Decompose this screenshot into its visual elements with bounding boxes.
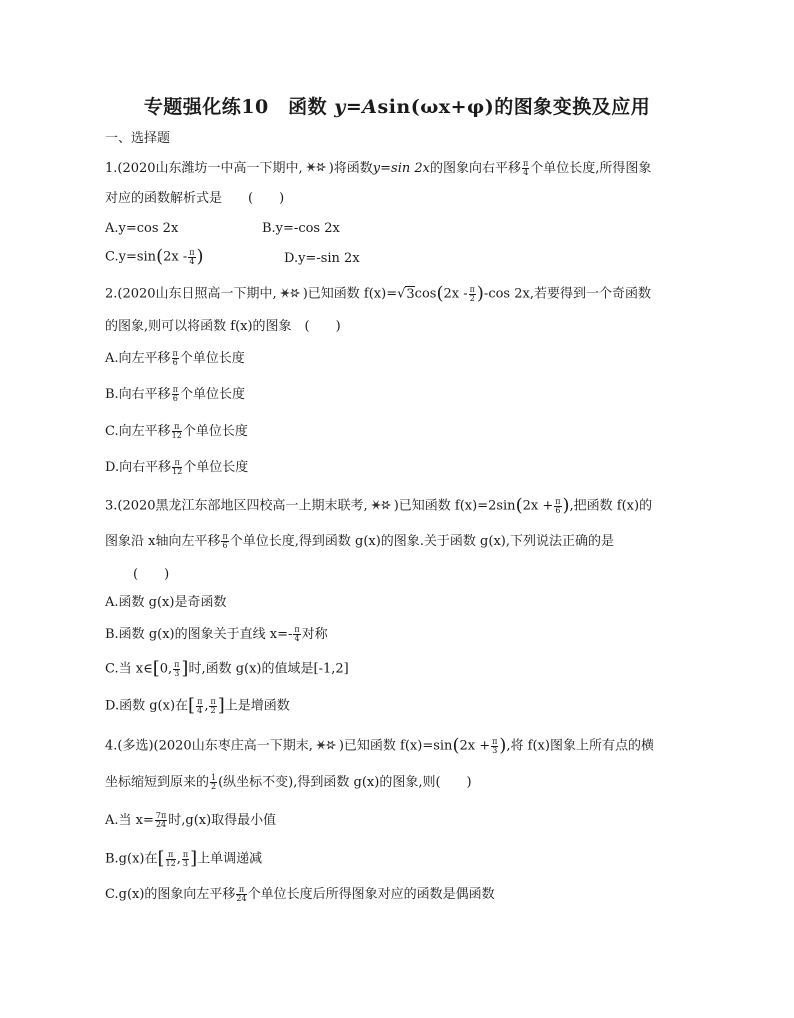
q2-sqrt: 3 bbox=[406, 286, 415, 302]
difficulty-stars-icon bbox=[315, 739, 337, 751]
opt-post: 时,函数 g(x)的值域是[-1,2] bbox=[188, 661, 349, 677]
frac-num: π bbox=[555, 496, 561, 506]
frac-num: π bbox=[294, 625, 300, 634]
frac-den: 4 bbox=[523, 168, 529, 177]
bracket-open: [ bbox=[157, 848, 165, 869]
q4-fraction bbox=[491, 738, 498, 755]
question-1-line-1 bbox=[105, 160, 651, 178]
frac-den: 2 bbox=[210, 705, 216, 715]
frac-num: π bbox=[172, 385, 178, 394]
q1-c-text: C.y=sin bbox=[105, 249, 157, 265]
q1-text-3: 个单位长度,所得图象 bbox=[530, 161, 652, 176]
opt-post: 上是增函数 bbox=[224, 698, 290, 714]
q2-option-b bbox=[105, 386, 245, 404]
paren-close: ) bbox=[499, 735, 507, 756]
question-2-line-1: 2.(2020山东日照高一下期中, )已知函数 f(x)=√3cos(2x - $\frac{\pi}{2}$ )-cos 2x,若要得到一个奇函数 bbox=[105, 283, 651, 304]
q1-option-d: D.y=-sin 2x bbox=[284, 251, 360, 266]
q4-text-1: )已知函数 f(x)=sin bbox=[338, 738, 453, 754]
title-formula-2: sin(ωx+φ) bbox=[377, 96, 495, 118]
bracket-close: ] bbox=[190, 848, 198, 869]
bracket-open: [ bbox=[152, 658, 160, 679]
q2-option-c bbox=[105, 423, 248, 441]
title-prefix: 专题强化练10 函数 bbox=[143, 96, 335, 118]
opt-fraction-2 bbox=[209, 698, 216, 715]
frac-num: π bbox=[210, 696, 216, 706]
opt-pre: A.向左平移 bbox=[105, 351, 171, 366]
question-4-line-1 bbox=[105, 737, 654, 756]
opt-post: 个单位长度 bbox=[179, 351, 245, 366]
frac-num: π bbox=[469, 284, 475, 294]
opt-post: 对称 bbox=[301, 627, 328, 642]
q3-option-d: D.函数 g(x)在[ $\frac{\pi}{4}$ , $\frac{\pi}{2}$ ]上是增函数 bbox=[105, 695, 290, 716]
opt-pre: B.函数 g(x)的图象关于直线 x=- bbox=[105, 627, 293, 642]
difficulty-stars-icon bbox=[305, 161, 327, 173]
opt-pre: C.当 x∈ bbox=[105, 661, 153, 677]
opt-pre: B.向右平移 bbox=[105, 387, 171, 402]
q3-option-b bbox=[105, 626, 328, 644]
q3-arg: 2x + bbox=[522, 498, 554, 514]
frac-num: π bbox=[182, 849, 189, 859]
frac-den: 6 bbox=[222, 541, 228, 550]
opt-interval: 0, bbox=[159, 661, 173, 677]
q3-text-2: ,把函数 f(x)的 bbox=[569, 498, 653, 514]
opt-fraction bbox=[172, 386, 179, 403]
opt-post: 个单位长度 bbox=[183, 460, 249, 475]
bracket-close: ] bbox=[217, 695, 225, 716]
q1-c-fraction bbox=[188, 249, 195, 266]
q2-option-a bbox=[105, 350, 245, 368]
q1-source: 1.(2020山东潍坊一中高一下期中, bbox=[105, 161, 303, 176]
q4-text-3: 坐标缩短到原来的 bbox=[105, 775, 210, 790]
frac-den: 2 bbox=[469, 293, 475, 303]
q1-c-arg: 2x - bbox=[163, 249, 188, 265]
frac-num: π bbox=[222, 532, 228, 541]
q1-option-a: A.y=cos 2x bbox=[105, 221, 179, 236]
q4-option-a bbox=[105, 812, 276, 830]
opt-fraction bbox=[155, 812, 167, 829]
q4-option-c bbox=[105, 886, 495, 904]
question-2-line-2: 的图象,则可以将函数 f(x)的图象 ( ) bbox=[105, 319, 341, 334]
frac-num: π bbox=[492, 736, 498, 746]
frac-den: 4 bbox=[197, 705, 203, 715]
opt-fraction bbox=[172, 423, 182, 440]
opt-fraction bbox=[173, 661, 180, 678]
frac-num: π bbox=[197, 696, 203, 706]
opt-post: 个单位长度后所得图象对应的函数是偶函数 bbox=[247, 887, 495, 902]
q3-text-1: )已知函数 f(x)=2sin bbox=[393, 498, 516, 514]
question-3-line-1 bbox=[105, 497, 652, 516]
q4-source: 4.(多选)(2020山东枣庄高一下期末, bbox=[105, 738, 313, 754]
frac-num: π bbox=[166, 851, 176, 860]
opt-fraction bbox=[196, 698, 203, 715]
frac-den: 24 bbox=[236, 894, 247, 903]
opt-pre: B.g(x)在 bbox=[105, 851, 158, 867]
q2-arg: 2x - bbox=[443, 286, 468, 302]
paren-open: ( bbox=[452, 735, 460, 756]
q3-text-4: 个单位长度,得到函数 g(x)的图象.关于函数 g(x),下列说法正确的是 bbox=[229, 534, 614, 549]
paren-open: ( bbox=[156, 246, 164, 267]
opt-pre: C.g(x)的图象向左平移 bbox=[105, 887, 236, 902]
frac-den: 6 bbox=[172, 394, 178, 403]
q2-cos: cos bbox=[414, 286, 437, 302]
question-3-line-3: ( ) bbox=[133, 567, 170, 582]
paren-close: ) bbox=[476, 283, 484, 304]
opt-fraction bbox=[172, 459, 182, 476]
title-formula: y=A bbox=[334, 96, 378, 118]
paren-open: ( bbox=[436, 283, 444, 304]
q1-func: y=sin 2x bbox=[372, 161, 430, 176]
question-1-line-2: 对应的函数解析式是 ( ) bbox=[105, 191, 285, 206]
opt-fraction bbox=[293, 626, 300, 643]
difficulty-stars-icon bbox=[370, 499, 392, 511]
frac-num: 7π bbox=[155, 811, 167, 820]
q2-source: 2.(2020山东日照高一下期中, bbox=[105, 286, 277, 302]
opt-post: 个单位长度 bbox=[182, 424, 248, 439]
q1-text-2: 的图象向右平移 bbox=[429, 161, 521, 176]
frac-den: 4 bbox=[189, 256, 195, 266]
page-title bbox=[0, 92, 794, 119]
q3-option-c bbox=[105, 660, 349, 679]
q4-option-b: B.g(x)在[ $\frac{\pi}{12}$ , $\frac{\pi}{3}$ ]上单调递减 bbox=[105, 848, 263, 869]
q1-option-b: B.y=-cos 2x bbox=[262, 221, 340, 236]
frac-den: 12 bbox=[171, 431, 182, 440]
q1-option-c bbox=[105, 248, 204, 267]
frac-den: 3 bbox=[174, 668, 180, 678]
opt-fraction bbox=[172, 350, 179, 367]
opt-pre: C.向左平移 bbox=[105, 424, 171, 439]
q1-fraction bbox=[522, 160, 529, 177]
frac-num: π bbox=[189, 247, 195, 257]
frac-den: 12 bbox=[172, 467, 183, 476]
frac-den: 3 bbox=[182, 858, 189, 868]
q4-text-2: ,将 f(x)图象上所有点的横 bbox=[506, 738, 654, 754]
opt-fraction bbox=[236, 886, 246, 903]
frac-num: π bbox=[172, 423, 182, 432]
q2-option-d bbox=[105, 459, 248, 477]
frac-num: π bbox=[174, 659, 180, 669]
frac-num: π bbox=[236, 886, 246, 895]
q3-fraction bbox=[554, 498, 561, 515]
frac-num: 1 bbox=[211, 773, 217, 782]
question-4-line-2 bbox=[105, 774, 472, 792]
opt-pre: A.当 x= bbox=[105, 813, 154, 828]
opt-pre: D.函数 g(x)在 bbox=[105, 698, 189, 714]
q3-option-a: A.函数 g(x)是奇函数 bbox=[105, 595, 227, 610]
q3-fraction-2 bbox=[221, 533, 228, 550]
q2-text-2: -cos 2x,若要得到一个奇函数 bbox=[483, 286, 651, 302]
opt-fraction-2 bbox=[182, 851, 189, 868]
frac-num: π bbox=[172, 459, 182, 468]
bracket-open: [ bbox=[188, 695, 196, 716]
q1-text-1: )将函数 bbox=[328, 161, 373, 176]
section-heading: 一、选择题 bbox=[105, 131, 171, 146]
paren-close: ) bbox=[562, 495, 570, 516]
q4-arg: 2x + bbox=[459, 738, 491, 754]
frac-den: 2 bbox=[211, 782, 217, 791]
q3-text-3: 图象沿 x轴向左平移 bbox=[105, 534, 221, 549]
frac-den: 12 bbox=[165, 858, 176, 868]
difficulty-stars-icon bbox=[279, 287, 301, 299]
title-suffix: 的图象变换及应用 bbox=[494, 96, 651, 118]
paren-open: ( bbox=[515, 495, 523, 516]
q3-source: 3.(2020黑龙江东部地区四校高一上期末联考, bbox=[105, 498, 368, 514]
q4-fraction-2 bbox=[210, 774, 217, 791]
opt-post: 个单位长度 bbox=[179, 387, 245, 402]
frac-den: 24 bbox=[155, 820, 167, 829]
opt-fraction bbox=[166, 851, 176, 868]
opt-post: 上单调递减 bbox=[197, 851, 263, 867]
question-3-line-2 bbox=[105, 533, 614, 551]
frac-num: π bbox=[172, 349, 178, 358]
frac-den: 3 bbox=[492, 745, 498, 755]
q4-text-4: (纵坐标不变),得到函数 g(x)的图象,则( ) bbox=[218, 775, 472, 790]
q2-fraction bbox=[469, 286, 476, 303]
frac-den: 6 bbox=[555, 505, 561, 515]
frac-den: 4 bbox=[294, 634, 300, 643]
q2-text-1: )已知函数 f(x)= bbox=[302, 286, 398, 302]
opt-post: 时,g(x)取得最小值 bbox=[168, 813, 277, 828]
frac-den: 6 bbox=[172, 358, 178, 367]
frac-num: π bbox=[522, 159, 529, 168]
paren-close: ) bbox=[196, 246, 204, 267]
opt-pre: D.向右平移 bbox=[105, 460, 172, 475]
bracket-close: ] bbox=[181, 658, 189, 679]
